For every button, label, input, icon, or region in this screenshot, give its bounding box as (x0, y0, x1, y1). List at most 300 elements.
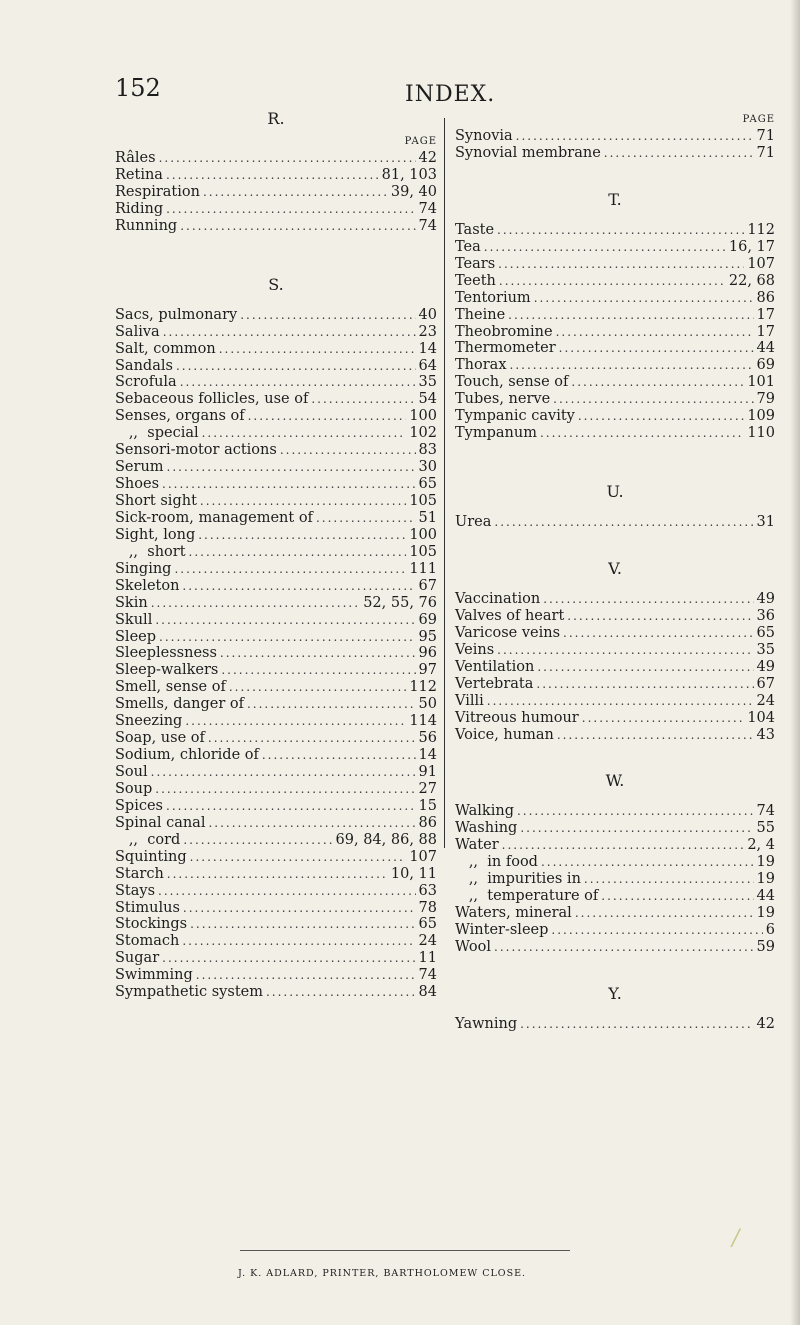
section-w-entries (455, 803, 775, 955)
dot-leader (571, 374, 744, 391)
entry-term: Soul (115, 764, 148, 780)
index-entry (455, 340, 775, 357)
index-entry (115, 544, 437, 561)
entry-pages: 114 (409, 713, 437, 730)
index-entry (455, 514, 775, 531)
dot-leader (567, 608, 753, 625)
entry-term: Râles (115, 150, 156, 166)
entry-pages: 17 (756, 306, 775, 323)
entry-term: Tubes, nerve (455, 391, 551, 408)
entry-pages: 23 (418, 323, 437, 340)
dot-leader (221, 662, 415, 679)
dot-leader (510, 357, 754, 374)
entry-term: Skull (115, 611, 153, 628)
entry-term: Spices (115, 797, 163, 814)
entry-pages: 6 (765, 922, 775, 938)
index-entry (115, 510, 437, 527)
page-column-label: PAGE (742, 114, 775, 125)
entry-term: Sympathetic system (115, 984, 263, 1001)
entry-term: Tears (455, 255, 496, 272)
index-entry (115, 307, 437, 324)
entry-pages: 42 (418, 150, 437, 166)
index-entry (115, 167, 437, 184)
dot-leader (203, 184, 388, 201)
dot-leader (166, 201, 415, 218)
entry-term: ,, special (115, 425, 199, 442)
index-entry (115, 662, 437, 679)
entry-term: Theine (455, 306, 506, 323)
dot-leader (151, 595, 361, 612)
entry-term: Sodium, chloride of (115, 747, 259, 764)
entry-term: Salt, common (115, 340, 216, 357)
index-entry (115, 984, 437, 1001)
section-u-entries (455, 514, 775, 531)
dot-leader (158, 883, 416, 900)
entry-term: Respiration (115, 183, 200, 200)
dot-leader (543, 591, 753, 608)
entry-pages: 10, 11 (390, 865, 437, 882)
dot-leader (247, 696, 416, 713)
entry-term: Waters, mineral (455, 905, 572, 922)
entry-pages: 30 (418, 459, 437, 476)
printer-imprint: J. K. ADLARD, PRINTER, BARTHOLOMEW CLOSE. (238, 1268, 527, 1279)
section-letter-u: U. (606, 482, 624, 502)
index-entry (115, 900, 437, 917)
running-head: INDEX. (405, 82, 496, 107)
section-y-entries (455, 1016, 775, 1033)
entry-pages: 31 (756, 514, 775, 531)
index-entry (115, 764, 437, 781)
entry-pages: 51 (418, 509, 437, 526)
index-entry (455, 357, 775, 374)
section-s-continued-entries (455, 128, 775, 162)
entry-pages: 96 (418, 645, 437, 662)
entry-pages: 74 (418, 200, 437, 217)
entry-pages: 39, 40 (390, 183, 437, 200)
index-entry (455, 222, 775, 239)
index-entry (115, 459, 437, 476)
entry-pages: 67 (756, 675, 775, 692)
entry-term: Synovia (455, 128, 513, 144)
entry-pages: 69, 84, 86, 88 (335, 831, 437, 848)
entry-term: Sleeplessness (115, 645, 217, 662)
dot-leader (219, 341, 416, 358)
entry-term: Vitreous humour (455, 709, 579, 726)
section-letter-y: Y. (608, 983, 622, 1003)
dot-leader (174, 561, 406, 578)
entry-term: ,, impurities in (455, 871, 581, 888)
entry-pages: 44 (756, 340, 775, 357)
dot-leader (494, 514, 753, 531)
entry-pages: 14 (418, 340, 437, 357)
dot-leader (196, 967, 416, 984)
entry-term: Vaccination (455, 591, 541, 607)
index-entry (115, 391, 437, 408)
entry-term: Riding (115, 200, 164, 217)
index-entry (115, 815, 437, 832)
entry-term: Soup (115, 780, 153, 797)
entry-term: Stimulus (115, 899, 180, 916)
index-entry (115, 950, 437, 967)
index-entry (455, 854, 775, 871)
index-entry (455, 239, 775, 256)
entry-term: Sick-room, management of (115, 509, 313, 526)
index-entry (455, 625, 775, 642)
dot-leader (183, 832, 332, 849)
dot-leader (311, 391, 415, 408)
entry-pages: 22, 68 (728, 272, 775, 289)
entry-pages: 54 (418, 391, 437, 408)
dot-leader (180, 218, 415, 235)
entry-pages: 59 (756, 938, 775, 955)
entry-pages: 100 (409, 408, 437, 425)
entry-pages: 97 (418, 662, 437, 679)
index-entry (455, 888, 775, 905)
entry-pages: 74 (418, 217, 437, 234)
index-entry (115, 866, 437, 883)
entry-pages: 15 (418, 797, 437, 814)
entry-term: Sneezing (115, 713, 183, 730)
entry-term: Skin (115, 594, 148, 611)
entry-pages: 95 (418, 628, 437, 645)
entry-term: Tea (455, 238, 481, 255)
entry-term: ,, temperature of (455, 888, 599, 905)
entry-term: Sleep-walkers (115, 662, 219, 679)
dot-leader (163, 324, 416, 341)
entry-pages: 11 (418, 950, 437, 967)
entry-pages: 100 (409, 526, 437, 543)
index-entry (455, 922, 775, 939)
dot-leader (176, 358, 416, 375)
section-t-entries (455, 222, 775, 442)
entry-pages: 79 (756, 391, 775, 408)
entry-pages: 44 (756, 888, 775, 905)
dot-leader (557, 727, 754, 744)
dot-leader (167, 459, 416, 476)
entry-pages: 102 (409, 425, 437, 442)
entry-pages: 71 (756, 144, 775, 161)
entry-pages: 107 (409, 848, 437, 865)
dot-leader (248, 408, 407, 425)
dot-leader (499, 273, 726, 290)
entry-term: Running (115, 217, 178, 234)
index-entry (115, 561, 437, 578)
section-s-entries (115, 307, 437, 1001)
dot-leader (262, 747, 416, 764)
entry-term: Saliva (115, 323, 160, 340)
entry-term: Teeth (455, 272, 496, 289)
entry-pages: 67 (418, 577, 437, 594)
entry-pages: 50 (418, 696, 437, 713)
dot-leader (540, 425, 744, 442)
dot-leader (582, 710, 745, 727)
entry-pages: 49 (756, 591, 775, 607)
dot-leader (200, 493, 406, 510)
entry-term: Sugar (115, 950, 160, 967)
entry-term: Sensori-motor actions (115, 442, 277, 459)
index-entry (455, 273, 775, 290)
index-entry (115, 629, 437, 646)
dot-leader (494, 939, 754, 956)
entry-pages: 112 (409, 679, 437, 696)
dot-leader (487, 693, 754, 710)
entry-pages: 42 (756, 1015, 775, 1032)
index-entry (115, 696, 437, 713)
entry-pages: 24 (756, 692, 775, 709)
dot-leader (208, 815, 415, 832)
entry-pages: 107 (747, 255, 775, 272)
entry-term: Sebaceous follicles, use of (115, 391, 309, 408)
entry-pages: 19 (756, 905, 775, 922)
dot-leader (520, 820, 753, 837)
section-letter-s: S. (268, 274, 284, 294)
entry-term: Valves of heart (455, 607, 565, 624)
entry-term: Urea (455, 514, 492, 531)
entry-pages: 78 (418, 899, 437, 916)
index-entry (115, 883, 437, 900)
entry-pages: 24 (418, 933, 437, 950)
entry-term: Starch (115, 865, 164, 882)
entry-term: Wool (455, 938, 492, 955)
entry-term: Thermometer (455, 340, 556, 357)
entry-term: Veins (455, 641, 495, 658)
dot-leader (182, 933, 415, 950)
dot-leader (266, 984, 416, 1001)
entry-pages: 52, 55, 76 (363, 594, 437, 611)
dot-leader (208, 730, 416, 747)
entry-term: Smells, danger of (115, 696, 244, 713)
index-entry (115, 747, 437, 764)
index-entry (115, 374, 437, 391)
entry-pages: 55 (756, 820, 775, 837)
entry-term: Scrofula (115, 374, 177, 391)
index-entry (115, 476, 437, 493)
index-entry (455, 145, 775, 162)
dot-leader (162, 950, 415, 967)
entry-term: Water (455, 837, 499, 854)
dot-leader (584, 871, 754, 888)
dot-leader (536, 676, 753, 693)
entry-pages: 17 (756, 323, 775, 340)
dot-leader (537, 659, 753, 676)
entry-term: Retina (115, 166, 163, 183)
dot-leader (180, 374, 416, 391)
entry-term: Theobromine (455, 323, 553, 340)
index-entry (455, 642, 775, 659)
entry-pages: 14 (418, 747, 437, 764)
index-entry (455, 659, 775, 676)
dot-leader (601, 888, 753, 905)
index-entry (455, 591, 775, 608)
dot-leader (508, 307, 753, 324)
entry-term: Short sight (115, 493, 197, 509)
index-entry (115, 832, 437, 849)
entry-term: ,, in food (455, 854, 538, 871)
page-edge (790, 0, 800, 1325)
dot-leader (484, 239, 726, 256)
entry-pages: 65 (418, 916, 437, 933)
dot-leader (240, 307, 415, 324)
entry-term: Shoes (115, 476, 160, 493)
index-entry (115, 442, 437, 459)
index-entry (115, 324, 437, 341)
index-entry (115, 358, 437, 375)
dot-leader (556, 324, 754, 341)
entry-term: Vertebrata (455, 675, 534, 692)
entry-pages: 63 (418, 882, 437, 899)
index-entry (115, 916, 437, 933)
index-entry (115, 798, 437, 815)
entry-pages: 40 (418, 306, 437, 323)
index-entry (455, 324, 775, 341)
entry-pages: 105 (409, 543, 437, 560)
index-entry (455, 391, 775, 408)
footer-rule (240, 1250, 570, 1251)
entry-pages: 105 (409, 493, 437, 509)
dot-leader (497, 642, 753, 659)
index-entry (115, 201, 437, 218)
entry-pages: 36 (756, 607, 775, 624)
entry-term: Spinal canal (115, 814, 206, 831)
entry-term: ,, cord (115, 831, 181, 848)
dot-leader (166, 798, 416, 815)
index-entry (455, 676, 775, 693)
entry-term: Tympanic cavity (455, 408, 575, 425)
column-divider (444, 118, 445, 848)
entry-pages: 109 (747, 408, 775, 425)
pencil-mark: / (732, 1226, 740, 1251)
dot-leader (229, 679, 406, 696)
dot-leader (220, 645, 416, 662)
dot-leader (162, 476, 416, 493)
dot-leader (316, 510, 416, 527)
entry-pages: 19 (756, 854, 775, 871)
dot-leader (502, 837, 745, 854)
index-entry (455, 871, 775, 888)
index-entry (455, 290, 775, 307)
dot-leader (563, 625, 754, 642)
entry-pages: 35 (418, 374, 437, 391)
dot-leader (534, 290, 754, 307)
dot-leader (498, 256, 744, 273)
dot-leader (185, 713, 406, 730)
entry-term: Smell, sense of (115, 679, 226, 696)
entry-term: Stays (115, 882, 156, 899)
entry-term: Villi (455, 692, 484, 709)
entry-pages: 91 (418, 764, 437, 780)
entry-pages: 110 (747, 425, 775, 442)
entry-pages: 43 (756, 726, 775, 743)
entry-term: Thorax (455, 357, 507, 374)
dot-leader (155, 781, 415, 798)
entry-pages: 104 (747, 709, 775, 726)
section-r-entries (115, 150, 437, 235)
entry-pages: 65 (756, 624, 775, 641)
entry-term: Singing (115, 560, 172, 577)
entry-term: Skeleton (115, 577, 180, 594)
entry-term: Squinting (115, 848, 187, 865)
entry-pages: 65 (418, 476, 437, 493)
index-column-right (455, 108, 775, 1033)
dot-leader (578, 408, 744, 425)
entry-pages: 49 (756, 658, 775, 675)
index-entry (115, 408, 437, 425)
entry-pages: 111 (409, 560, 437, 577)
entry-term: Tympanum (455, 425, 537, 442)
entry-term: Sleep (115, 628, 157, 645)
index-entry (115, 184, 437, 201)
entry-pages: 101 (747, 374, 775, 391)
index-entry (115, 425, 437, 442)
entry-pages: 2, 4 (747, 837, 775, 854)
dot-leader (189, 544, 407, 561)
index-entry (115, 849, 437, 866)
dot-leader (159, 150, 416, 167)
entry-term: Swimming (115, 967, 193, 984)
entry-pages: 74 (418, 967, 437, 984)
dot-leader (190, 916, 415, 933)
entry-term: Soap, use of (115, 730, 205, 747)
index-entry (455, 256, 775, 273)
section-letter-w: W. (605, 771, 625, 791)
dot-leader (151, 764, 416, 781)
dot-leader (517, 803, 754, 820)
index-entry (115, 341, 437, 358)
index-entry (115, 612, 437, 629)
index-entry (455, 693, 775, 710)
dot-leader (516, 128, 754, 145)
entry-term: Yawning (455, 1015, 518, 1032)
section-letter-v: V. (608, 559, 622, 578)
entry-term: Voice, human (455, 726, 554, 743)
dot-leader (190, 849, 407, 866)
dot-leader (280, 442, 416, 459)
entry-pages: 86 (418, 814, 437, 831)
index-entry (455, 939, 775, 956)
entry-pages: 86 (756, 289, 775, 306)
entry-term: Winter-sleep (455, 922, 549, 938)
dot-leader (497, 222, 744, 239)
entry-term: Tentorium (455, 289, 531, 306)
dot-leader (559, 340, 754, 357)
dot-leader (155, 612, 415, 629)
index-entry (115, 595, 437, 612)
dot-leader (198, 527, 406, 544)
index-column-left (115, 108, 437, 1001)
index-entry (115, 713, 437, 730)
index-entry (115, 218, 437, 235)
index-entry (455, 710, 775, 727)
entry-term: Senses, organs of (115, 408, 245, 425)
entry-pages: 64 (418, 357, 437, 374)
dot-leader (167, 866, 388, 883)
section-v-entries (455, 591, 775, 743)
dot-leader (159, 629, 416, 646)
entry-term: Stockings (115, 916, 188, 933)
entry-pages: 74 (756, 803, 775, 820)
entry-term: Touch, sense of (455, 374, 569, 391)
entry-pages: 84 (418, 984, 437, 1001)
index-entry (115, 645, 437, 662)
index-entry (115, 730, 437, 747)
entry-term: Ventilation (455, 658, 535, 675)
index-entry (455, 408, 775, 425)
entry-pages: 19 (756, 871, 775, 888)
entry-term: Washing (455, 820, 518, 837)
dot-leader (166, 167, 379, 184)
entry-term: Stomach (115, 933, 180, 950)
entry-pages: 81, 103 (381, 166, 437, 183)
